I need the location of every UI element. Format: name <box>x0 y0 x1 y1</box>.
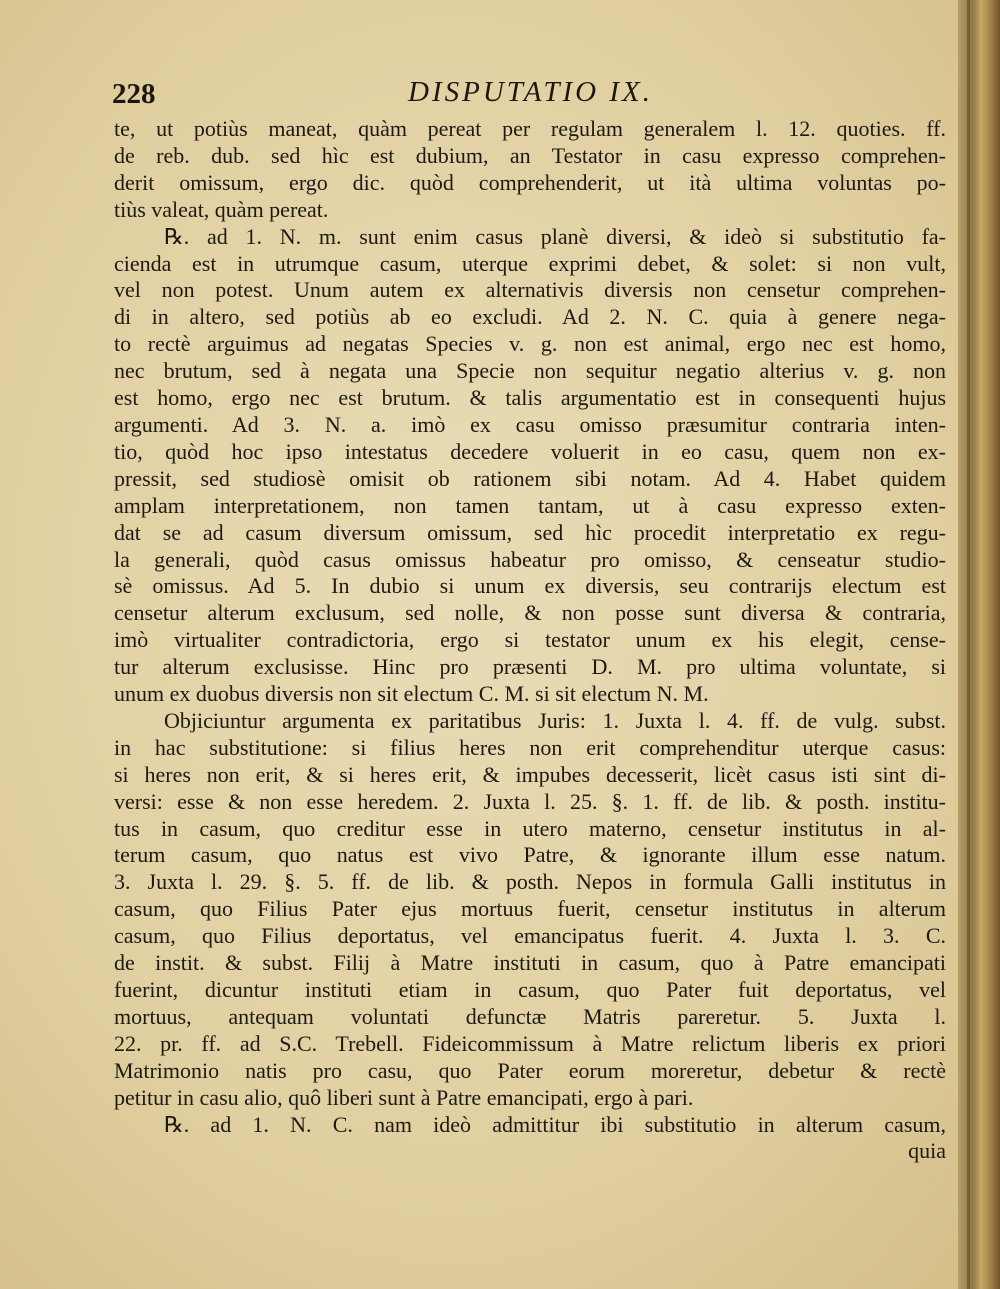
text-line: si heres non erit, & si heres erit, & impubes decesserit, licèt casus isti sint di- <box>114 761 946 787</box>
text-line: la generali, quòd casus omissus habeatur pro omisso, & censeatur studio- <box>114 546 946 572</box>
gutter-fold <box>967 0 970 1289</box>
page-header <box>112 74 932 114</box>
text-line: tio, quòd hoc ipso intestatus decedere voluerit in eo casu, quem non ex- <box>114 438 946 464</box>
text-line: fuerint, dicuntur instituti etiam in casum, quo Pater fuit deportatus, vel <box>114 977 946 1002</box>
text-line: derit omissum, ergo dic. quòd comprehenderit, ut ità ultima voluntas po- <box>114 169 946 195</box>
text-line: versi: esse & non esse heredem. 2. Juxta l. 25. §. 1. ff. de lib. & posth. institu- <box>114 788 946 814</box>
page-number: 228 <box>112 78 156 110</box>
text-line: ℞. ad 1. N. m. sunt enim casus planè diversi, & ideò si substitutio fa- <box>164 223 946 249</box>
text-line: est homo, ergo nec est brutum. & talis argumentatio est in consequenti hujus <box>114 385 946 411</box>
text-line: nec brutum, sed à negata una Specie non sequitur negatio alterius v. g. non <box>114 358 946 384</box>
text-line: casum, quo Filius deportatus, vel emancipatus fuerit. 4. Juxta l. 3. C. <box>114 923 946 949</box>
text-line: de reb. dub. sed hìc est dubium, an Testator in casu expresso comprehen- <box>114 142 946 168</box>
text-line: to rectè arguimus ad negatas Species v. g. non est animal, ergo nec est homo, <box>114 331 946 357</box>
body-text <box>114 116 946 1236</box>
text-line: de instit. & subst. Filij à Matre instituti in casum, quo à Patre emancipati <box>114 950 946 976</box>
text-line: terum casum, quo natus est vivo Patre, & ignorante illum esse natum. <box>114 842 946 868</box>
text-line: vel non potest. Unum autem ex alternativis diversis non censetur comprehen- <box>114 277 946 303</box>
text-line: pressit, sed studiosè omisit ob rationem sibi notam. Ad 4. Habet quidem <box>114 465 946 491</box>
text-line: amplam interpretationem, non tamen tantam, ut à casu expresso exten- <box>114 492 946 518</box>
text-line: censetur alterum exclusum, sed nolle, & non posse sunt diversa & contraria, <box>114 600 946 626</box>
text-line: sè omissus. Ad 5. In dubio si unum ex diversis, seu contrarijs electum est <box>114 573 946 599</box>
catchword: quia <box>908 1138 946 1164</box>
text-line: petitur in casu alio, quô liberi sunt à Patre emancipati, ergo à pari. <box>114 1084 694 1110</box>
text-line: mortuus, antequam voluntati defunctæ Matris pareretur. 5. Juxta l. <box>114 1003 946 1029</box>
text-line: argumenti. Ad 3. N. a. imò ex casu omisso præsumitur contraria inten- <box>114 411 946 437</box>
text-line: 22. pr. ff. ad S.C. Trebell. Fideicommissum à Matre relictum liberis ex priori <box>114 1030 946 1056</box>
text-line: cienda est in utrumque casum, uterque exprimi debet, & solet: si non vult, <box>114 250 946 276</box>
book-gutter <box>958 0 1000 1289</box>
text-line: Matrimonio natis pro casu, quo Pater eorum moreretur, debetur & rectè <box>114 1057 946 1083</box>
text-line: imò virtualiter contradictoria, ergo si testator unum ex his elegit, cense- <box>114 627 946 653</box>
running-head: DISPUTATIO IX. <box>408 76 653 108</box>
text-line: ℞. ad 1. N. C. nam ideò admittitur ibi substitutio in alterum casum, <box>164 1111 946 1137</box>
text-line: in hac substitutione: si filius heres non erit comprehenditur uterque casus: <box>114 734 946 760</box>
text-line: dat se ad casum diversum omissum, sed hìc procedit interpretatio ex regu- <box>114 519 946 545</box>
text-line: 3. Juxta l. 29. §. 5. ff. de lib. & posth. Nepos in formula Galli institutus in <box>114 869 946 895</box>
text-line: Objiciuntur argumenta ex paritatibus Juris: 1. Juxta l. 4. ff. de vulg. subst. <box>164 707 946 733</box>
text-line: te, ut potiùs maneat, quàm pereat per regulam generalem l. 12. quoties. ff. <box>114 116 946 141</box>
text-line: unum ex duobus diversis non sit electum C. M. si sit electum N. M. <box>114 681 709 707</box>
text-line: casum, quo Filius Pater ejus mortuus fuerit, censetur institutus in alterum <box>114 896 946 922</box>
text-line: tur alterum exclusisse. Hinc pro præsenti D. M. pro ultima voluntate, si <box>114 654 946 680</box>
text-line: tiùs valeat, quàm pereat. <box>114 196 329 222</box>
text-line: tus in casum, quo creditur esse in utero materno, censetur institutus in al- <box>114 815 946 841</box>
text-line: di in altero, sed potiùs ab eo excludi. Ad 2. N. C. quia à genere nega- <box>114 304 946 330</box>
